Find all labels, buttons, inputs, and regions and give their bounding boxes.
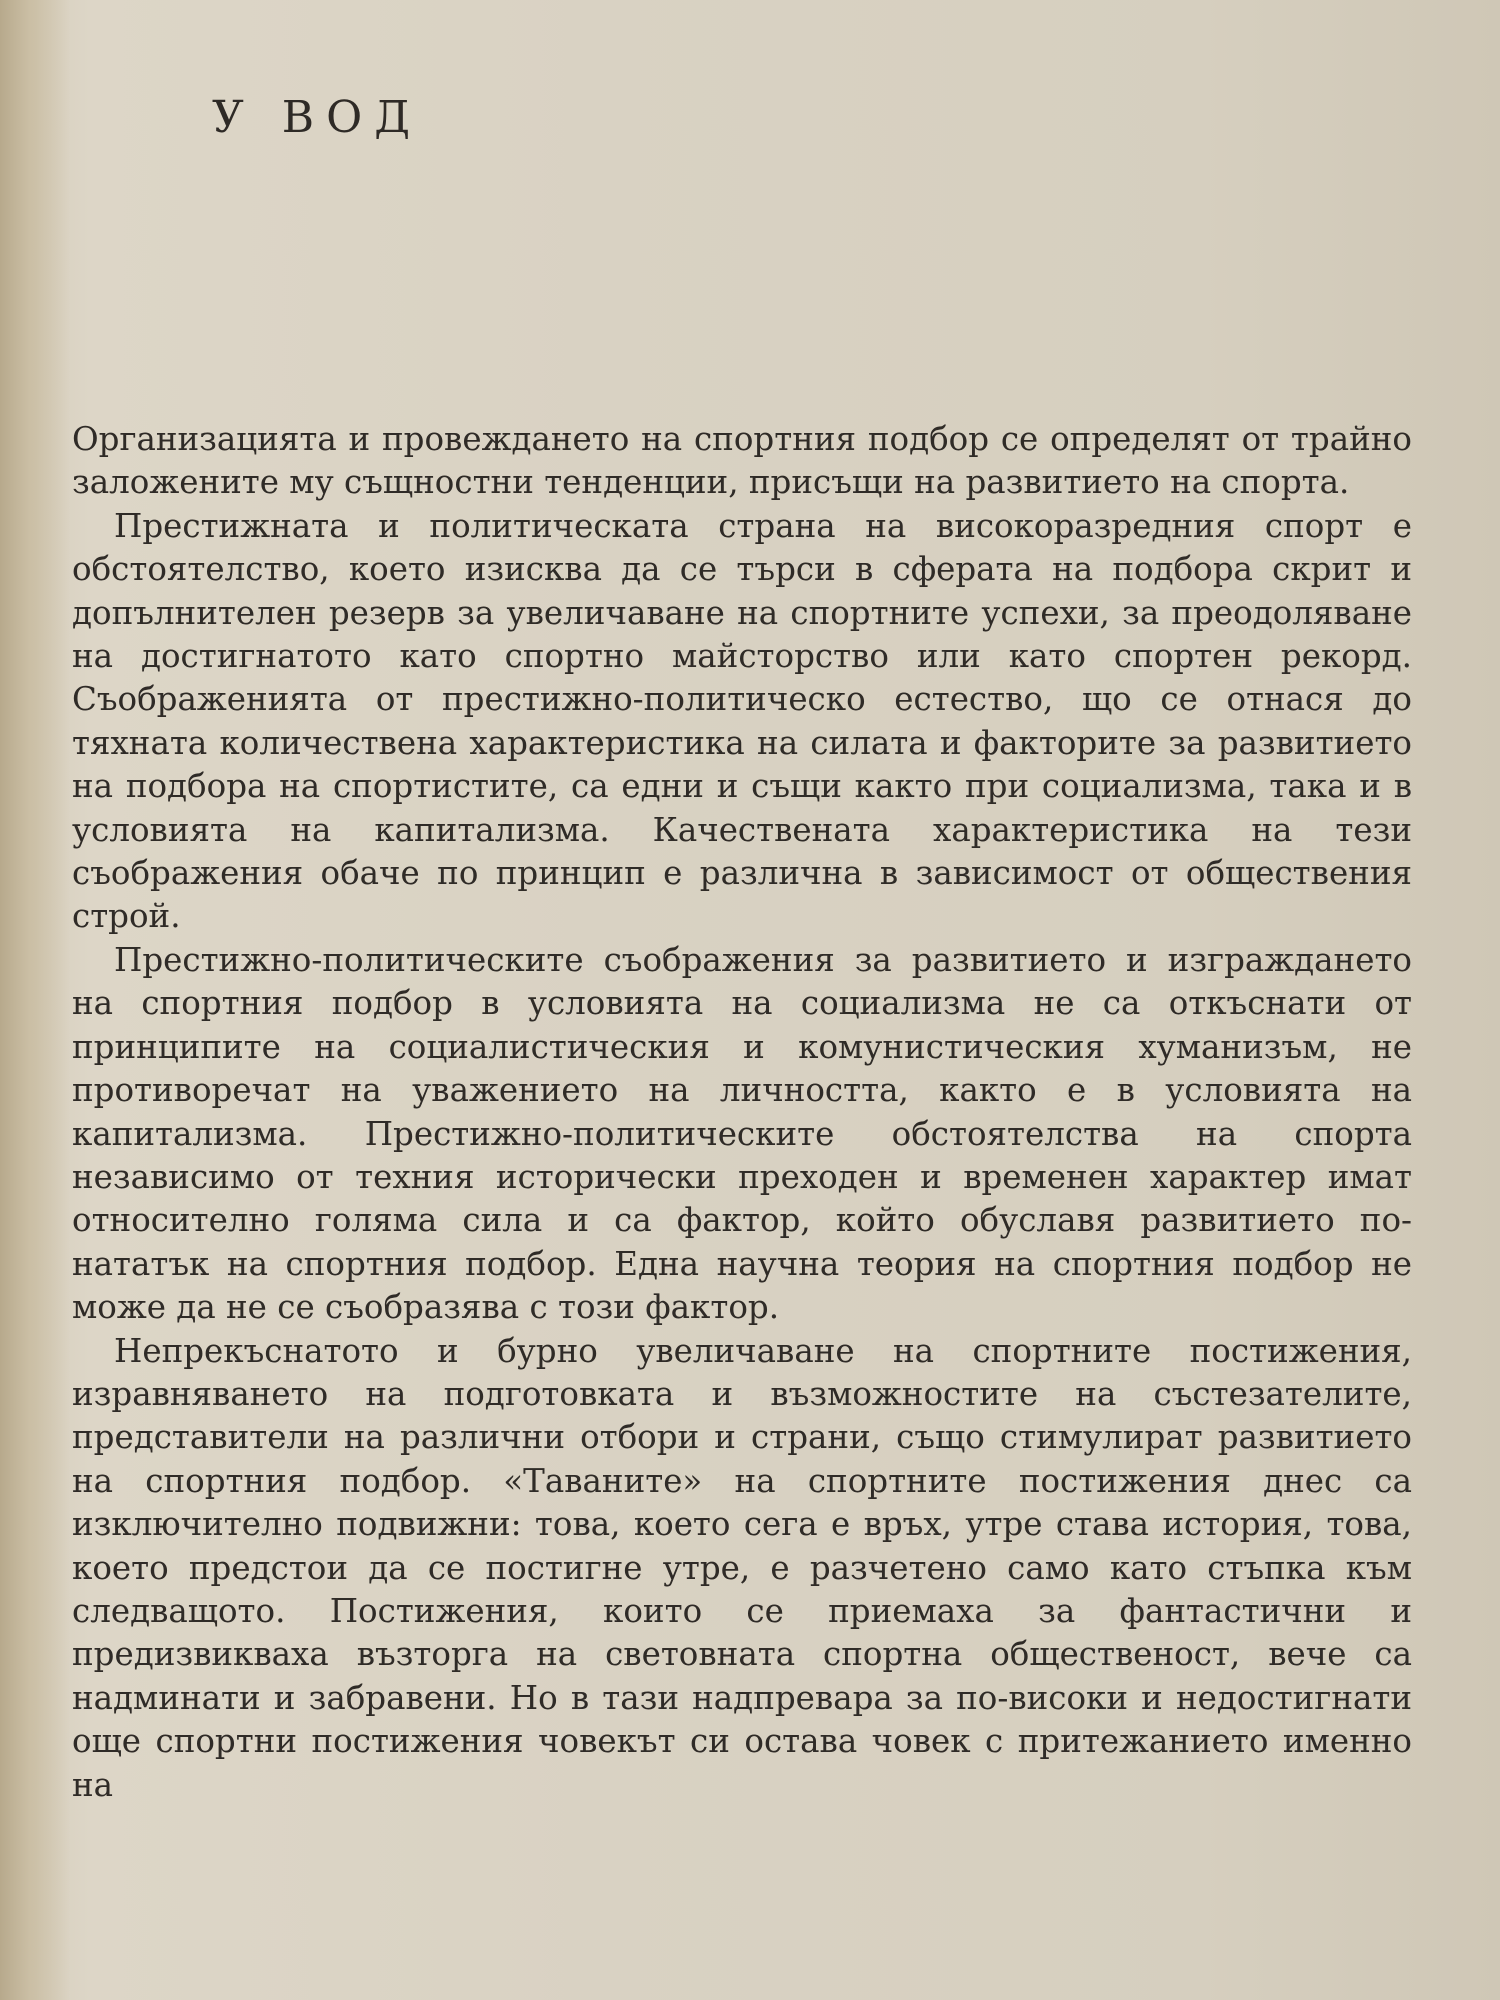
binding-gutter <box>0 0 70 2000</box>
paragraph: Непрекъснатото и бурно увеличаване на спортните постижения, изравняването на подготовката и възможностите на състезателите, представители на различни отбори и страни, също стимулират развитието на спортния подбор. «Таваните» на спортните постижения днес са изключително подвижни: това, което сега е връх, утре става история, това, което предстои да се постигне утре, е разчетено само като стъпка към следващото. Постижения, които се приемаха за фантастични и предизвикваха възторга на световната спортна общественост, вече са надминати и забравени. Но в тази надпревара за по-високи и недостигнати още спортни постижения човекът си остава човек с притежанието именно на <box>72 1331 1412 1804</box>
paragraph: Престижната и политическата страна на високоразредния спорт е обстоятелство, което изисква да се търси в сферата на подбора скрит и допълнителен резерв за увеличаване на спортните успехи, за преодоляване на достигнатото като спортно майсторство или като спортен рекорд. Съображенията от престижно-политическо естество, що се отнася до тяхната количествена характеристика на силата и факторите за развитието на подбора на спортистите, са едни и същи както при социализма, така и в условията на капитализма. Качествената характеристика на тези съображения обаче по принцип е различна в зависимост от обществения строй. <box>72 506 1412 936</box>
paragraph: Престижно-политическите съображения за развитието и изграждането на спортния подбор в условията на социализма не са откъснати от принципите на социалистическия и комунистическия хуманизъм, не противоречат на уважението на личността, както е в условията на капитализма. Престижно-политическите обстоятелства на спорта независимо от техния исторически преходен и временен характер имат относително голяма сила и са фактор, който обуславя развитието по-нататък на спортния подбор. Една научна теория на спортния подбор не може да не се съобразява с този фактор. <box>72 940 1412 1327</box>
paragraph: Организацията и провеждането на спортния подбор се определят от трайно заложените му същностни тенденции, присъщи на развитието на спорта. <box>72 420 1412 502</box>
page-title: У ВОД <box>212 92 422 143</box>
body-text <box>72 418 1412 1807</box>
